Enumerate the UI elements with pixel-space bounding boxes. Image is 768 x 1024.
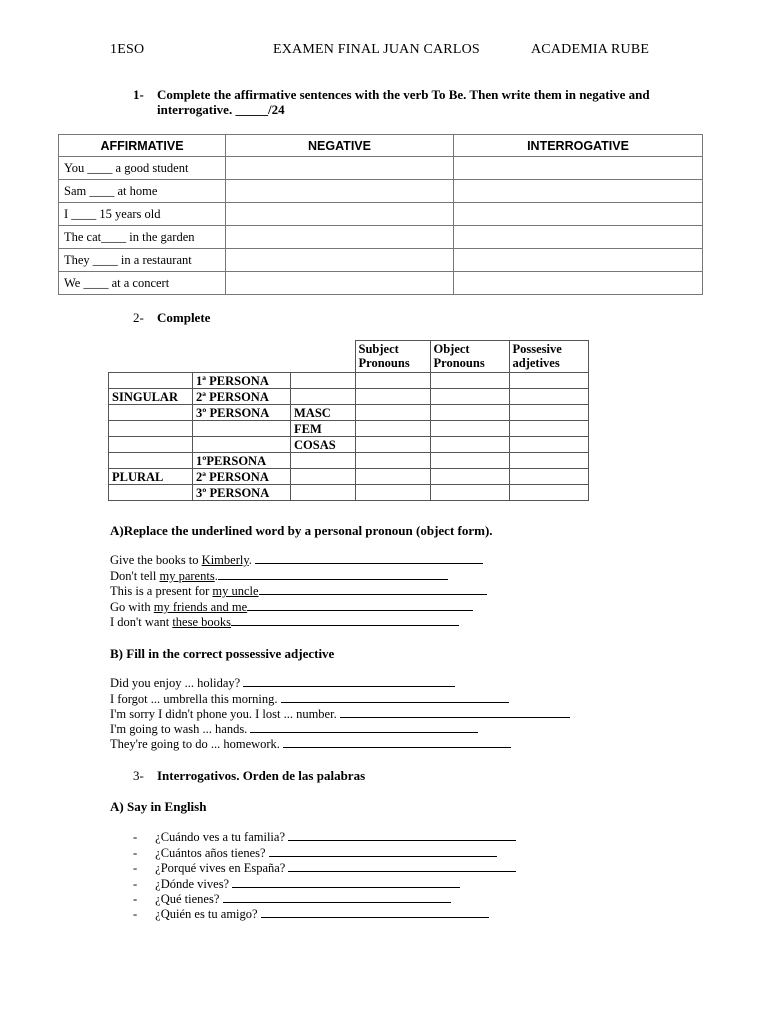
answer-line[interactable] bbox=[247, 609, 473, 611]
answer-line[interactable] bbox=[231, 624, 459, 626]
affirmative-cell: They ____ in a restaurant bbox=[59, 249, 226, 272]
bullet: - bbox=[133, 892, 138, 906]
table-row bbox=[59, 226, 703, 249]
table-header-row bbox=[59, 135, 703, 157]
academy-name: ACADEMIA RUBE bbox=[531, 42, 650, 57]
possessive-answer-cell[interactable] bbox=[509, 453, 588, 469]
group-cell bbox=[109, 405, 193, 421]
person-cell bbox=[193, 437, 291, 453]
answer-line[interactable] bbox=[288, 870, 516, 872]
item-text: ¿Porqué vives en España? bbox=[155, 861, 286, 875]
negative-cell[interactable] bbox=[226, 203, 454, 226]
item-text: Go with bbox=[110, 600, 154, 614]
group-cell bbox=[109, 437, 193, 453]
possessive-answer-cell[interactable] bbox=[509, 405, 588, 421]
answer-line[interactable] bbox=[218, 578, 448, 580]
subject-answer-cell[interactable] bbox=[355, 405, 430, 421]
item-text: . bbox=[248, 553, 256, 567]
col-negative: NEGATIVE bbox=[226, 135, 454, 157]
item-text: ¿Cuándo ves a tu familia? bbox=[155, 830, 285, 844]
interrogative-cell[interactable] bbox=[454, 272, 703, 295]
answer-line[interactable] bbox=[255, 562, 483, 564]
underlined-word: these books bbox=[172, 615, 231, 629]
affirmative-cell: Sam ____ at home bbox=[59, 180, 226, 203]
subject-answer-cell[interactable] bbox=[355, 453, 430, 469]
partA-title: A)Replace the underlined word by a personal pronoun (object form). bbox=[110, 523, 493, 538]
answer-line[interactable] bbox=[250, 731, 478, 733]
partB-item bbox=[110, 676, 455, 691]
subject-answer-cell[interactable] bbox=[355, 485, 430, 501]
section1-number: 1- bbox=[133, 87, 144, 102]
answer-line[interactable] bbox=[261, 916, 489, 918]
object-answer-cell[interactable] bbox=[430, 421, 509, 437]
gender-cell bbox=[291, 469, 356, 485]
answer-line[interactable] bbox=[269, 855, 497, 857]
header-line: Possesive bbox=[512, 342, 562, 356]
person-cell: 2ª PERSONA bbox=[193, 469, 291, 485]
negative-cell[interactable] bbox=[226, 226, 454, 249]
person-cell: 1ª PERSONA bbox=[193, 373, 291, 389]
section2-number: 2- bbox=[133, 310, 144, 325]
header-line: adjetives bbox=[512, 356, 560, 370]
pronoun-row bbox=[109, 453, 589, 469]
item-text: This is a present for bbox=[110, 584, 213, 598]
item-text: . bbox=[214, 569, 218, 583]
possessive-answer-cell[interactable] bbox=[509, 373, 588, 389]
subject-answer-cell[interactable] bbox=[355, 373, 430, 389]
section2-title: Complete bbox=[157, 310, 211, 325]
item-text: They're going to do ... homework. bbox=[110, 737, 280, 751]
pronoun-row bbox=[109, 485, 589, 501]
item-text: ¿Quién es tu amigo? bbox=[155, 907, 258, 921]
item-text: Give the books to bbox=[110, 553, 202, 567]
object-answer-cell[interactable] bbox=[430, 389, 509, 405]
answer-line[interactable] bbox=[281, 701, 509, 703]
header-line: Object bbox=[433, 342, 470, 356]
blank-cell bbox=[291, 341, 356, 373]
masc-cell: MASC bbox=[291, 405, 356, 421]
item-text: I'm sorry I didn't phone you. I lost ... number. bbox=[110, 707, 337, 721]
negative-cell[interactable] bbox=[226, 157, 454, 180]
gender-cell bbox=[291, 389, 356, 405]
pronoun-row bbox=[109, 437, 589, 453]
table-row bbox=[59, 249, 703, 272]
verb-to-be-table bbox=[58, 134, 703, 295]
item-text: ¿Cuántos años tienes? bbox=[155, 846, 266, 860]
pronoun-row bbox=[109, 389, 589, 405]
partC-item bbox=[133, 892, 451, 907]
table-row bbox=[59, 272, 703, 295]
bullet: - bbox=[133, 846, 138, 860]
partA-item bbox=[110, 584, 487, 599]
underlined-word: my friends and me bbox=[153, 600, 248, 614]
partC-item bbox=[133, 877, 460, 892]
gender-cell bbox=[291, 373, 356, 389]
col-affirmative: AFFIRMATIVE bbox=[59, 135, 226, 157]
partA-item bbox=[110, 569, 448, 584]
pronoun-row bbox=[109, 405, 589, 421]
object-answer-cell[interactable] bbox=[430, 453, 509, 469]
pronoun-row bbox=[109, 373, 589, 389]
group-cell bbox=[109, 373, 193, 389]
group-cell bbox=[109, 485, 193, 501]
item-text: ¿Qué tienes? bbox=[155, 892, 220, 906]
possessive-adjectives-header bbox=[509, 341, 588, 373]
partC-item bbox=[133, 861, 516, 876]
answer-line[interactable] bbox=[243, 685, 455, 687]
blank-cell bbox=[193, 341, 291, 373]
possessive-answer-cell[interactable] bbox=[509, 437, 588, 453]
partC-item bbox=[133, 846, 497, 861]
pronoun-table bbox=[108, 340, 589, 501]
object-pronouns-header bbox=[430, 341, 509, 373]
interrogative-cell[interactable] bbox=[454, 249, 703, 272]
section1-instruction-line2: interrogative. _____/24 bbox=[157, 102, 285, 117]
plural-label: PLURAL bbox=[109, 469, 193, 485]
affirmative-cell: The cat____ in the garden bbox=[59, 226, 226, 249]
item-text: I forgot ... umbrella this morning. bbox=[110, 692, 278, 706]
subject-answer-cell[interactable] bbox=[355, 437, 430, 453]
partC-item bbox=[133, 907, 489, 922]
underlined-word: Kimberly bbox=[201, 553, 249, 567]
subject-pronouns-header bbox=[355, 341, 430, 373]
possessive-answer-cell[interactable] bbox=[509, 469, 588, 485]
bullet: - bbox=[133, 907, 138, 921]
answer-line[interactable] bbox=[340, 716, 570, 718]
table-row bbox=[59, 203, 703, 226]
partA-item bbox=[110, 615, 459, 630]
possessive-answer-cell[interactable] bbox=[509, 389, 588, 405]
partA-item bbox=[110, 600, 473, 615]
group-cell bbox=[109, 453, 193, 469]
section1-instruction-line1: Complete the affirmative sentences with the verb To Be. Then write them in negative and bbox=[157, 87, 650, 102]
pronoun-row bbox=[109, 469, 589, 485]
person-cell: 2ª PERSONA bbox=[193, 389, 291, 405]
section3-title: Interrogativos. Orden de las palabras bbox=[157, 768, 366, 783]
bullet: - bbox=[133, 877, 138, 891]
blank-cell bbox=[109, 341, 193, 373]
partB-item bbox=[110, 707, 570, 722]
possessive-answer-cell[interactable] bbox=[509, 485, 588, 501]
affirmative-cell: I ____ 15 years old bbox=[59, 203, 226, 226]
gender-cell bbox=[291, 453, 356, 469]
object-answer-cell[interactable] bbox=[430, 485, 509, 501]
table-row bbox=[59, 180, 703, 203]
person-cell: 3º PERSONA bbox=[193, 485, 291, 501]
interrogative-cell[interactable] bbox=[454, 226, 703, 249]
exam-title: EXAMEN FINAL JUAN CARLOS bbox=[273, 42, 480, 57]
partB-title: B) Fill in the correct possessive adjective bbox=[110, 646, 335, 661]
bullet: - bbox=[133, 861, 138, 875]
negative-cell[interactable] bbox=[226, 249, 454, 272]
item-text: I don't want bbox=[110, 615, 173, 629]
cosas-cell: COSAS bbox=[291, 437, 356, 453]
subject-answer-cell[interactable] bbox=[355, 389, 430, 405]
header-line: Subject bbox=[358, 342, 399, 356]
table-row bbox=[59, 157, 703, 180]
item-text: ¿Dónde vives? bbox=[155, 877, 230, 891]
person-cell: 1ºPERSONA bbox=[193, 453, 291, 469]
answer-line[interactable] bbox=[288, 839, 516, 841]
object-answer-cell[interactable] bbox=[430, 373, 509, 389]
answer-line[interactable] bbox=[259, 593, 487, 595]
answer-line[interactable] bbox=[223, 901, 451, 903]
object-answer-cell[interactable] bbox=[430, 437, 509, 453]
gender-cell bbox=[291, 485, 356, 501]
fem-cell: FEM bbox=[291, 421, 356, 437]
singular-label: SINGULAR bbox=[109, 389, 193, 405]
object-answer-cell[interactable] bbox=[430, 469, 509, 485]
interrogative-cell[interactable] bbox=[454, 203, 703, 226]
answer-line[interactable] bbox=[232, 886, 460, 888]
section1-instruction bbox=[157, 87, 650, 117]
interrogative-cell[interactable] bbox=[454, 180, 703, 203]
object-answer-cell[interactable] bbox=[430, 405, 509, 421]
partB-item bbox=[110, 722, 478, 737]
partA-item bbox=[110, 553, 483, 568]
person-cell: 3º PERSONA bbox=[193, 405, 291, 421]
interrogative-cell[interactable] bbox=[454, 157, 703, 180]
col-interrogative: INTERROGATIVE bbox=[454, 135, 703, 157]
pronoun-header-row bbox=[109, 341, 589, 373]
section3-number: 3- bbox=[133, 768, 144, 783]
underlined-word: my parents bbox=[159, 569, 215, 583]
partC-title: A) Say in English bbox=[110, 799, 207, 814]
pronoun-row bbox=[109, 421, 589, 437]
affirmative-cell: We ____ at a concert bbox=[59, 272, 226, 295]
header-line: Pronouns bbox=[358, 356, 410, 370]
subject-answer-cell[interactable] bbox=[355, 421, 430, 437]
level-label: 1ESO bbox=[110, 42, 145, 57]
negative-cell[interactable] bbox=[226, 180, 454, 203]
possessive-answer-cell[interactable] bbox=[509, 421, 588, 437]
partB-item bbox=[110, 737, 511, 752]
bullet: - bbox=[133, 830, 138, 844]
partC-item bbox=[133, 830, 516, 845]
group-cell bbox=[109, 421, 193, 437]
subject-answer-cell[interactable] bbox=[355, 469, 430, 485]
underlined-word: my uncle bbox=[212, 584, 259, 598]
person-cell bbox=[193, 421, 291, 437]
item-text: Don't tell bbox=[110, 569, 160, 583]
header-line: Pronouns bbox=[433, 356, 485, 370]
partB-item bbox=[110, 692, 509, 707]
affirmative-cell: You ____ a good student bbox=[59, 157, 226, 180]
negative-cell[interactable] bbox=[226, 272, 454, 295]
item-text: Did you enjoy ... holiday? bbox=[110, 676, 241, 690]
answer-line[interactable] bbox=[283, 746, 511, 748]
item-text: I'm going to wash ... hands. bbox=[110, 722, 248, 736]
